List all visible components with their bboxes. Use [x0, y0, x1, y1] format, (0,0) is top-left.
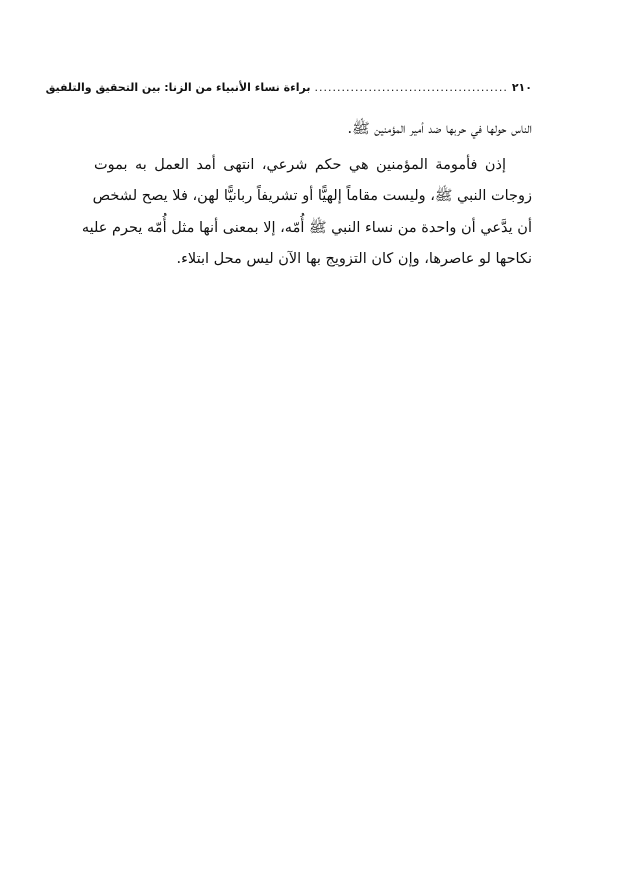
- body-text: [81, 114, 532, 276]
- paragraph-1-line-1: الناس حولها في حربها ضد أمير المؤمنين ﷺ.: [347, 121, 532, 137]
- paragraph-2-line-4: نكاحها لو عاصرها، وإن كان التزويج بها الآن ليس محل ابتلاء.: [176, 251, 532, 267]
- running-header: [45, 81, 532, 99]
- paragraph-2-line-1: إذن فأمومة المؤمنين هي حكم شرعي، انتهى أمد العمل به بموت: [94, 156, 506, 173]
- page-number: ٢١٠: [511, 81, 532, 94]
- paragraph-2-line-2: زوجات النبي ﷺ، وليست مقاماً إلهيًّا أو تشريفاً ربانيًّا لهن، فلا يصح لشخص: [92, 188, 532, 204]
- paragraph-2-line-3: أن يدَّعي أن واحدة من نساء النبي ﷺ أُمّه، إلا بمعنى أنها مثل أُمّه يحرم عليه: [81, 219, 532, 236]
- book-title: براءة نساء الأنبياء من الزنا: بين التحقيق والتلفيق: [45, 81, 311, 94]
- header-dot-leader: ...........................................: [314, 81, 508, 94]
